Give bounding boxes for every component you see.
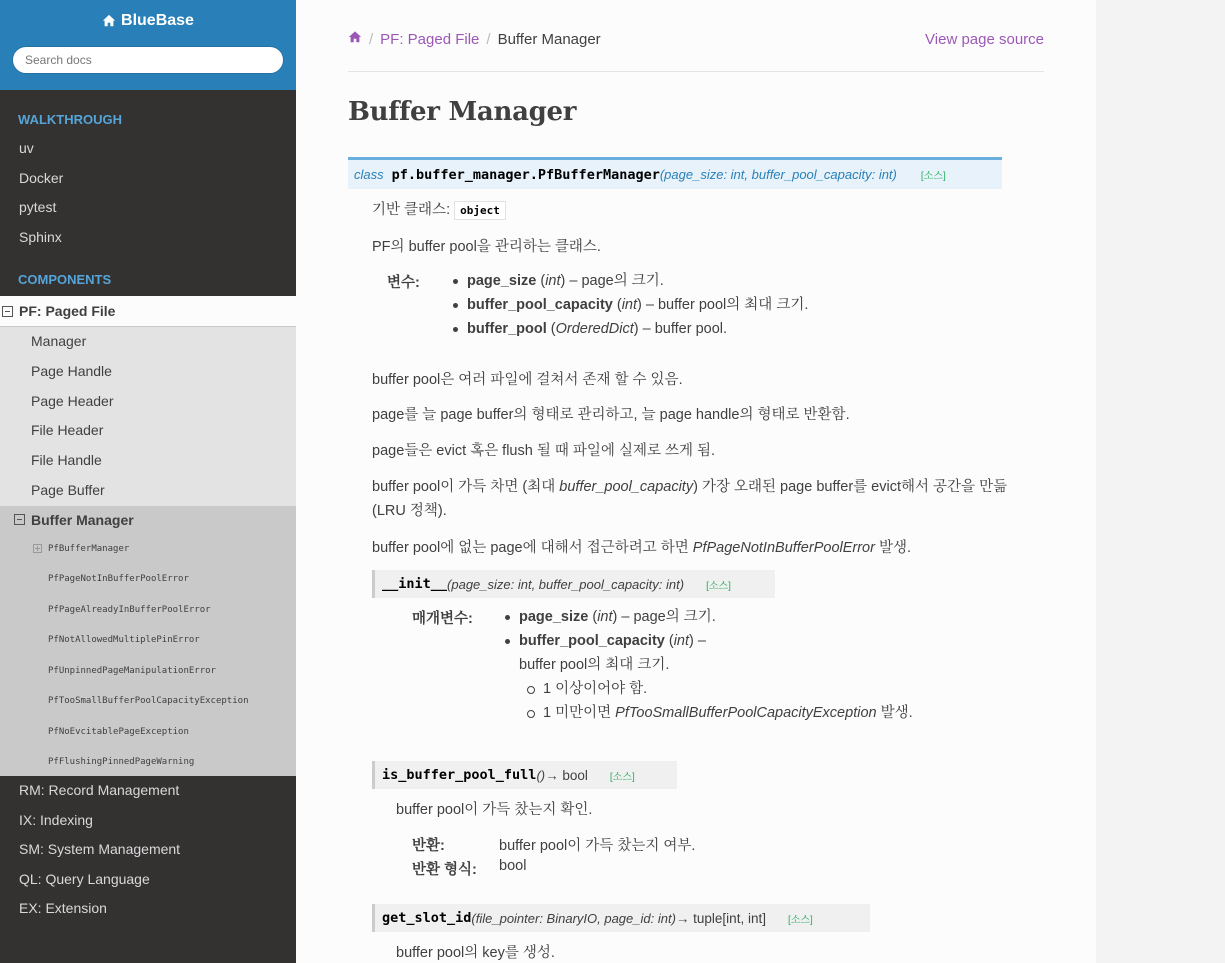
class-description: PF의 buffer pool을 관리하는 클래스.	[372, 239, 601, 255]
pf-subnav	[0, 327, 296, 776]
nav-item-pfbuffermanager[interactable]	[0, 534, 296, 565]
nav-item-uv[interactable]: uv	[19, 140, 34, 156]
collapse-toggle-icon[interactable]	[14, 514, 25, 525]
brand-name: BlueBase	[121, 12, 194, 29]
method-signature-get-slot-id	[372, 904, 870, 932]
base-class-value: object	[454, 201, 506, 220]
paragraph: buffer pool에 없는 page에 대해서 접근하려고 하면 PfPageNotInBufferPoolError 발생.	[372, 540, 912, 556]
method-params: (page_size: int, buffer_pool_capacity: int)	[447, 576, 685, 592]
brand-link[interactable]	[102, 12, 194, 30]
method-return: → tuple[int, int]	[675, 910, 766, 926]
sub-list-item: 1 미만이면 PfTooSmallBufferPoolCapacityException 발생.	[503, 701, 913, 725]
method-name: get_slot_id	[382, 910, 472, 926]
method-name: is_buffer_pool_full	[382, 767, 537, 783]
nav-item-file-handle[interactable]: File Handle	[31, 452, 102, 469]
base-class-line	[372, 198, 506, 220]
parameters-label: 매개변수:	[412, 611, 473, 627]
source-link[interactable]: [소스]	[787, 914, 813, 926]
class-keyword: class	[354, 167, 384, 182]
nav-item-pfunpinnedpagemanipulationerror[interactable]: PfUnpinnedPageManipulationError	[48, 665, 216, 676]
return-type-value: bool	[499, 858, 527, 874]
sub-list-item: 1 이상이어야 함.	[503, 677, 913, 701]
nav-item-sm[interactable]: SM: System Management	[19, 841, 181, 858]
nav-item-page-buffer[interactable]: Page Buffer	[31, 481, 105, 498]
search-input[interactable]	[12, 46, 284, 74]
right-gutter	[1096, 0, 1225, 963]
nav-item-page-header[interactable]: Page Header	[31, 392, 114, 409]
nav-item-pfpagealreadyinbufferpoolerror[interactable]: PfPageAlreadyInBufferPoolError	[48, 604, 211, 615]
parameters-list	[503, 605, 913, 725]
source-link[interactable]: [소스]	[706, 580, 731, 592]
caption-walkthrough: WALKTHROUGH	[18, 112, 122, 127]
nav-item-pf-current[interactable]	[0, 296, 296, 327]
method-return: → bool	[545, 767, 588, 783]
class-name: pf.buffer_manager.PfBufferManager	[391, 166, 660, 183]
breadcrumb-separator: /	[369, 30, 374, 48]
nav-item-manager[interactable]: Manager	[31, 333, 87, 350]
page-title: Buffer Manager	[348, 97, 577, 127]
method-params: (file_pointer: BinaryIO, page_id: int)	[471, 910, 676, 926]
sidebar	[0, 0, 296, 963]
nav-item-sphinx[interactable]: Sphinx	[19, 228, 62, 245]
nav-item-pftoosmallbufferpoolcapacityexception[interactable]: PfTooSmallBufferPoolCapacityException	[48, 696, 249, 706]
home-icon	[348, 30, 362, 44]
nav-item-rm[interactable]: RM: Record Management	[19, 782, 180, 798]
method-description: buffer pool의 key를 생성.	[396, 945, 555, 961]
nav-item-label: PF: Paged File	[19, 302, 116, 319]
view-page-source-link[interactable]: View page source	[925, 30, 1044, 48]
paragraph: page를 늘 page buffer의 형태로 관리하고, 늘 page handle의 형태로 반환함.	[372, 407, 850, 423]
return-type-label: 반환 형식:	[412, 862, 477, 878]
returns-label: 반환:	[412, 838, 445, 854]
breadcrumb-home-link[interactable]	[348, 30, 362, 48]
method-signature-is-buffer-pool-full	[372, 761, 677, 789]
variables-list	[451, 269, 808, 341]
returns-value: buffer pool이 가득 찼는지 여부.	[499, 838, 696, 854]
nav-item-ix[interactable]: IX: Indexing	[19, 811, 93, 828]
breadcrumb-parent-link[interactable]: PF: Paged File	[380, 30, 480, 48]
home-icon	[102, 14, 116, 28]
breadcrumb-separator: /	[486, 30, 491, 48]
method-description: buffer pool이 가득 찼는지 확인.	[396, 802, 593, 818]
paragraph: page들은 evict 혹은 flush 될 때 파일에 실제로 쓰게 됨.	[372, 443, 716, 459]
list-item: page_size (int) – page의 크기.	[503, 605, 913, 629]
nav-item-buffer-manager[interactable]	[0, 506, 296, 534]
breadcrumb-current: Buffer Manager	[497, 30, 601, 48]
variables-label: 변수:	[387, 275, 420, 291]
source-link[interactable]: [소스]	[920, 171, 946, 182]
class-signature	[348, 157, 1002, 189]
list-item: buffer_pool_capacity (int) –	[503, 629, 913, 653]
nav-item-pfpagenotinbufferpoolerror[interactable]: PfPageNotInBufferPoolError	[48, 574, 189, 584]
nav-item-docker[interactable]: Docker	[19, 169, 64, 186]
list-item: buffer_pool_capacity (int) – buffer pool의 최대 크기.	[451, 293, 808, 317]
method-params: ()	[536, 767, 546, 783]
base-class-label: 기반 클래스:	[372, 202, 451, 218]
nav-item-pfnoevcitablepageexception[interactable]: PfNoEvcitablePageException	[48, 726, 189, 737]
breadcrumb-divider	[348, 71, 1044, 72]
nav-item-pytest[interactable]: pytest	[19, 199, 57, 216]
source-link[interactable]: [소스]	[609, 771, 635, 783]
list-item: page_size (int) – page의 크기.	[451, 269, 808, 293]
paragraph: buffer pool은 여러 파일에 걸쳐서 존재 할 수 있음.	[372, 372, 683, 388]
nav-item-file-header[interactable]: File Header	[31, 422, 104, 439]
nav-item-label: Buffer Manager	[31, 511, 134, 528]
nav-item-ex[interactable]: EX: Extension	[19, 900, 107, 917]
method-name: __init__	[382, 576, 448, 592]
caption-components: COMPONENTS	[18, 272, 112, 288]
list-item: buffer_pool (OrderedDict) – buffer pool.	[451, 317, 808, 341]
nav-item-page-handle[interactable]: Page Handle	[31, 363, 112, 380]
class-params: (page_size: int, buffer_pool_capacity: int)	[659, 167, 897, 182]
expand-toggle-icon[interactable]	[33, 544, 42, 553]
nav-item-pfflushingpinnedpagewarning[interactable]: PfFlushingPinnedPageWarning	[48, 757, 195, 767]
sidebar-header	[0, 0, 296, 90]
nav-item-label: PfBufferManager	[48, 543, 130, 554]
nav-item-pfnotallowedmultiplepinerror[interactable]: PfNotAllowedMultiplePinError	[48, 635, 200, 645]
paragraph: (LRU 정책).	[372, 503, 447, 519]
paragraph: buffer pool이 가득 차면 (최대 buffer_pool_capacity) 가장 오래된 page buffer를 evict해서 공간을 만듦	[372, 479, 1008, 495]
main-content	[296, 0, 1096, 963]
method-signature-init	[372, 570, 775, 598]
breadcrumb	[348, 29, 1044, 49]
buffer-manager-group	[0, 506, 296, 777]
list-item-continuation: buffer pool의 최대 크기.	[519, 657, 670, 673]
nav-item-ql[interactable]: QL: Query Language	[19, 870, 150, 887]
collapse-toggle-icon[interactable]	[2, 306, 13, 317]
